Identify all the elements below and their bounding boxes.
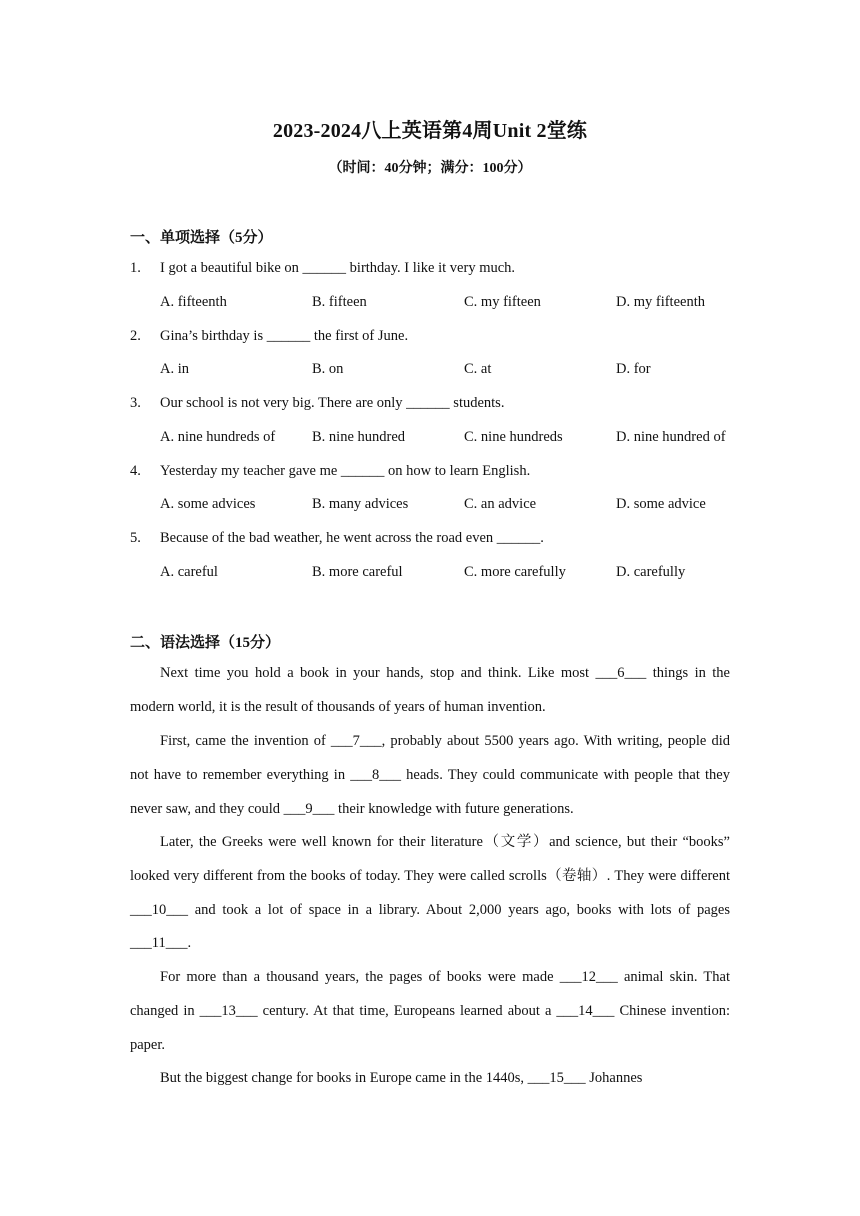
option-d: D. carefully <box>616 564 686 580</box>
option-c: C. an advice <box>464 496 537 512</box>
question-stem: I got a beautiful bike on ______ birthday. I like it very much. <box>160 260 516 276</box>
passage-paragraph: But the biggest change for books in Europe came in the 1440s, ___15___ Johannes <box>160 1070 643 1086</box>
option-c: C. more carefully <box>464 564 566 580</box>
option-a: A. in <box>160 361 189 377</box>
question-number: 5. <box>130 530 141 546</box>
passage-paragraph: For more than a thousand years, the pages of books were made ___12___ animal skin. That changed in ___13___ century. At that time, Europeans learned about a ___14___ Chinese invention: paper. <box>130 969 730 1053</box>
option-c: C. at <box>464 361 492 377</box>
option-a: A. careful <box>160 564 218 580</box>
question-number: 3. <box>130 395 141 411</box>
option-a: A. fifteenth <box>160 294 227 310</box>
section-1-heading: 一、单项选择（5分） <box>130 230 273 246</box>
option-c: C. my fifteen <box>464 294 541 310</box>
option-d: D. for <box>616 361 651 377</box>
question-stem: Yesterday my teacher gave me ______ on how to learn English. <box>160 463 531 479</box>
option-a: A. some advices <box>160 496 256 512</box>
passage-paragraph: First, came the invention of ___7___, probably about 5500 years ago. With writing, people did not have to remember everything in ___8___ heads. They could communicate with people that they never saw, and they could ___9___ their knowledge with future generations. <box>130 733 730 817</box>
option-d: D. nine hundred of <box>616 429 726 445</box>
option-a: A. nine hundreds of <box>160 429 276 445</box>
page-title: 2023-2024八上英语第4周Unit 2堂练 <box>272 120 588 142</box>
option-d: D. some advice <box>616 496 706 512</box>
question-number: 2. <box>130 328 141 344</box>
page-subtitle: （时间：40分钟；满分：100分） <box>328 161 532 176</box>
question-number: 4. <box>130 463 141 479</box>
question-stem: Because of the bad weather, he went across the road even ______. <box>160 530 544 546</box>
question-number: 1. <box>130 260 141 276</box>
question-stem: Gina’s birthday is ______ the first of June. <box>160 328 409 344</box>
question-stem: Our school is not very big. There are only ______ students. <box>160 395 505 411</box>
option-b: B. more careful <box>312 564 403 580</box>
passage-paragraph: Later, the Greeks were well known for their literature（文学）and science, but their “books” looked very different from the books of today. They were called scrolls（卷轴）. They were different ___10___ and took a lot of space in a library. About 2,000 years ago, books with lots of pages ___11___. <box>130 834 730 952</box>
option-b: B. fifteen <box>312 294 367 310</box>
option-b: B. many advices <box>312 496 409 512</box>
passage-paragraph: Next time you hold a book in your hands, stop and think. Like most ___6___ things in the modern world, it is the result of thousands of years of human invention. <box>130 665 730 715</box>
section-2-heading: 二、语法选择（15分） <box>130 635 281 651</box>
option-d: D. my fifteenth <box>616 294 705 310</box>
option-b: B. on <box>312 361 344 377</box>
option-c: C. nine hundreds <box>464 429 563 445</box>
option-b: B. nine hundred <box>312 429 406 445</box>
